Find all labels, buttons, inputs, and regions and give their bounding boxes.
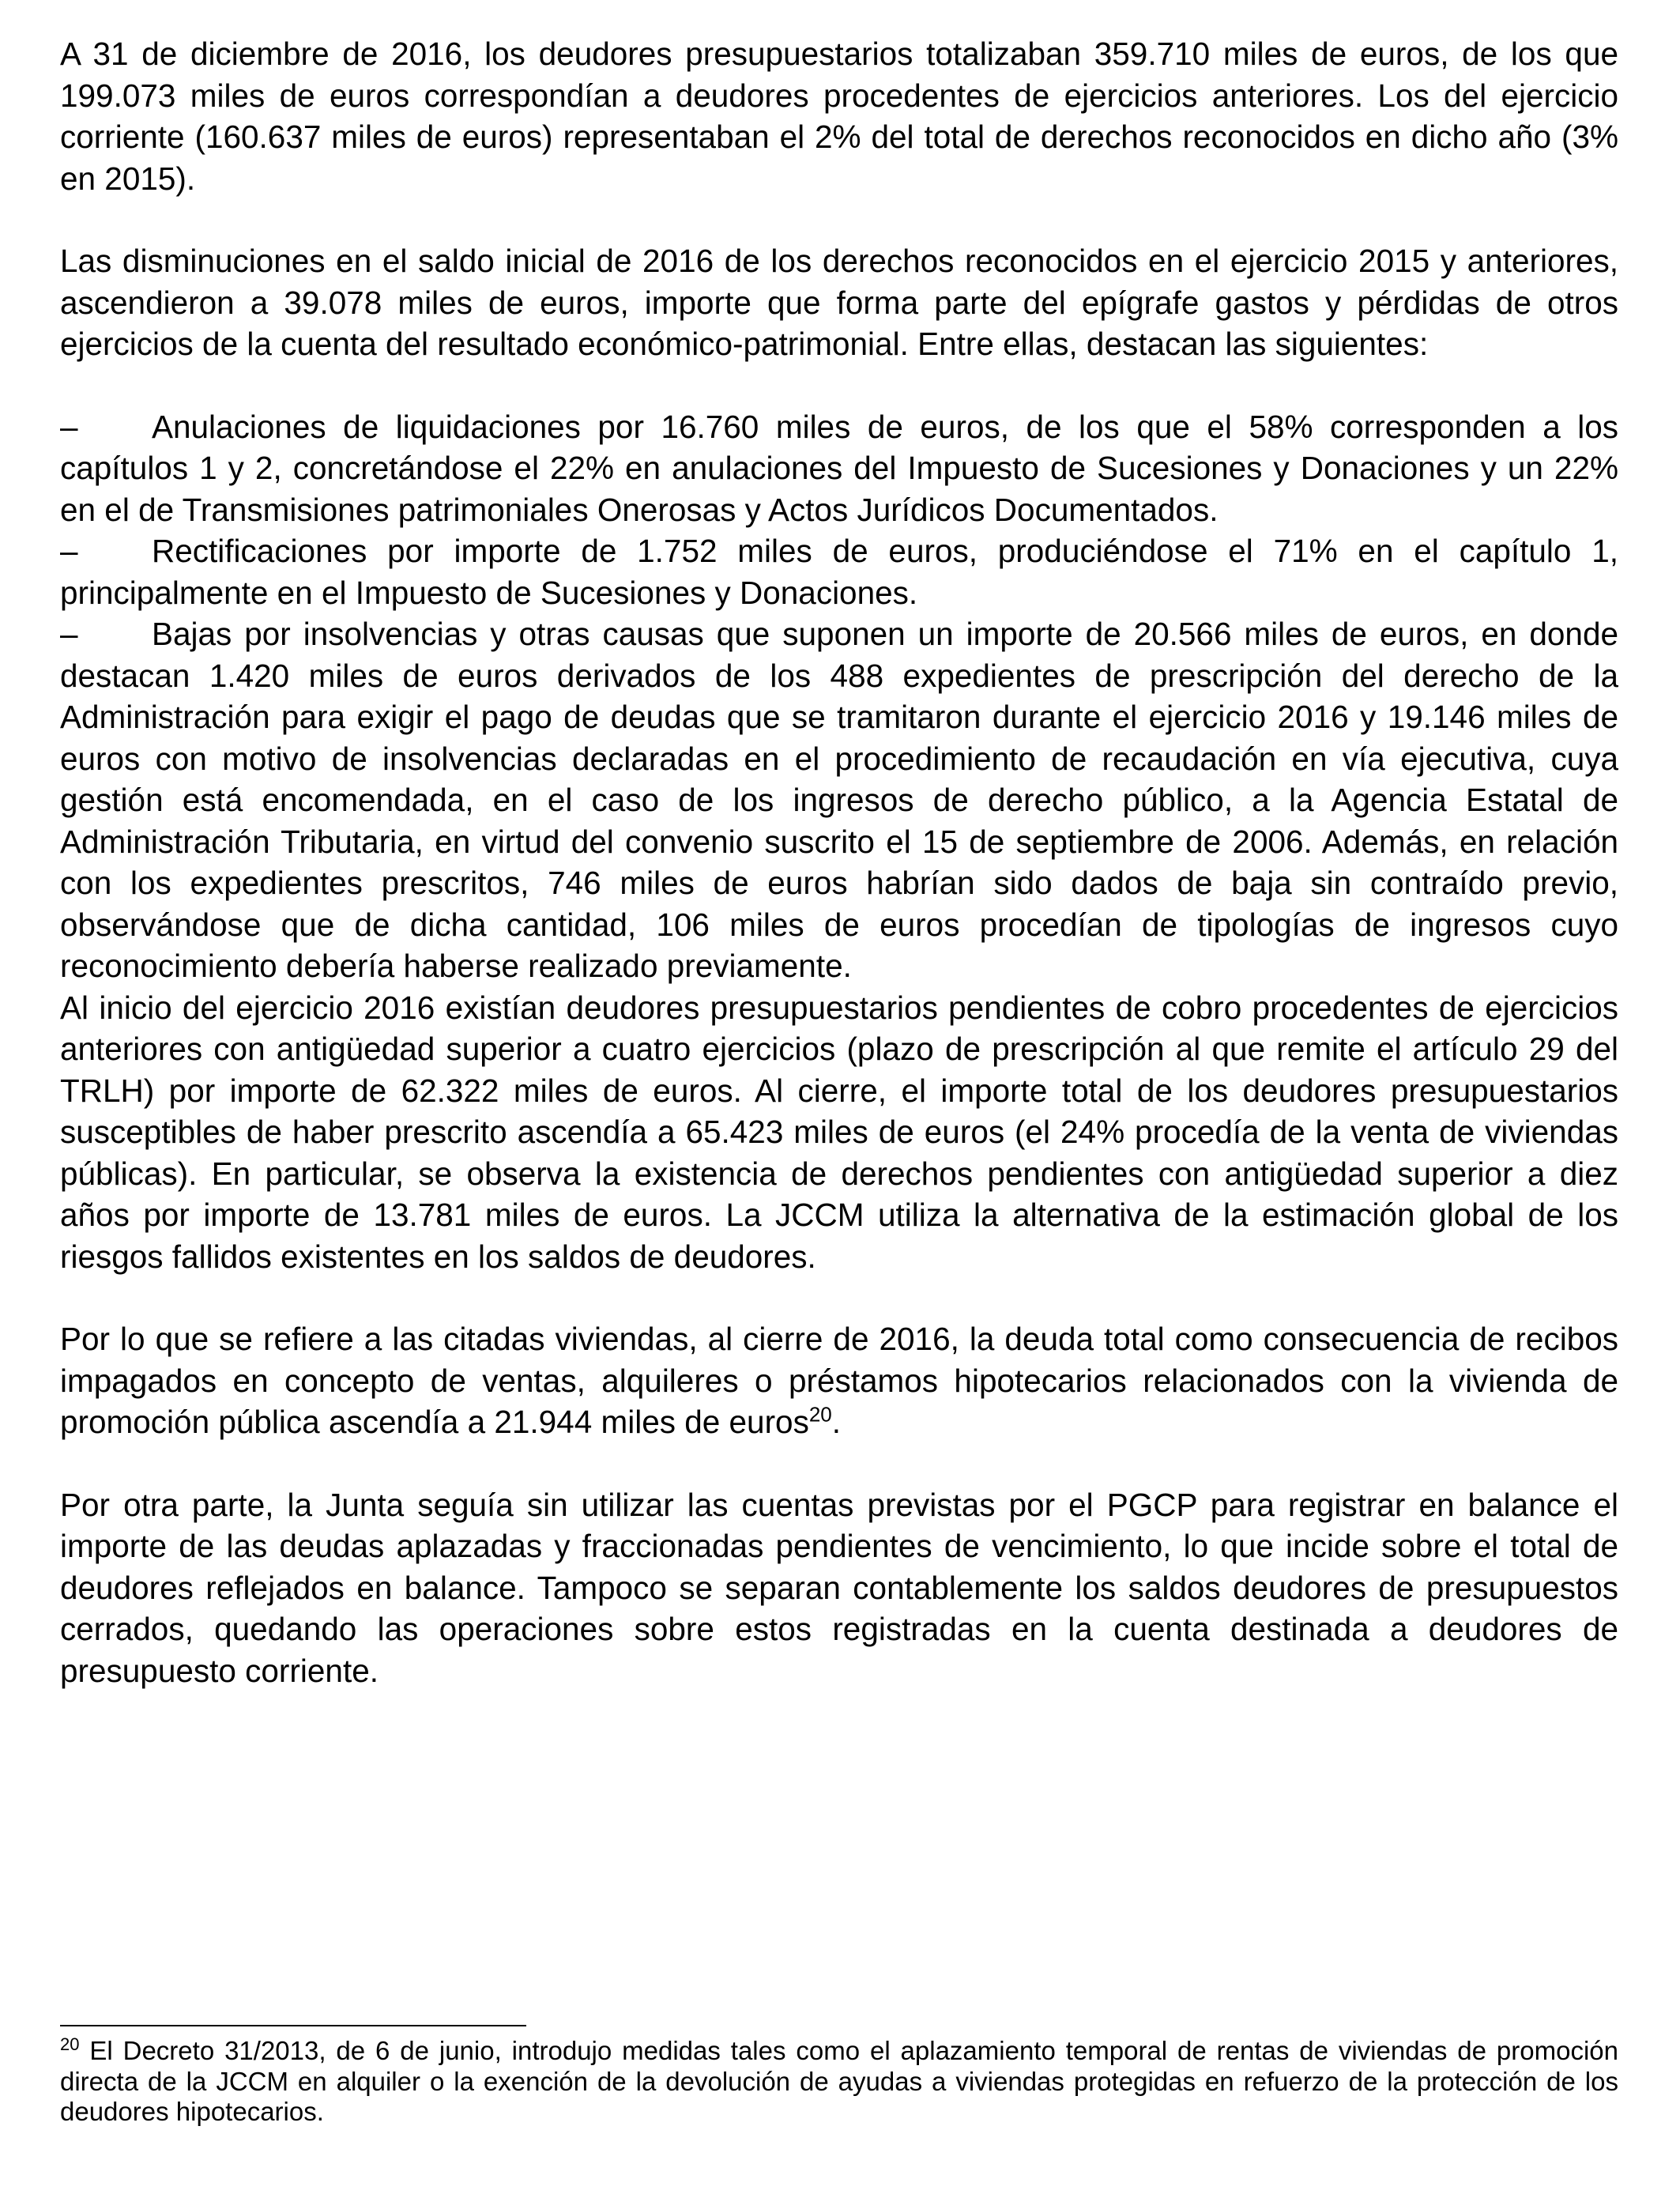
footnote-text: El Decreto 31/2013, de 6 de junio, introdujo medidas tales como el aplazamiento temporal de rentas de viviendas de promoción directa de la JCCM en alquiler o la exención de la devolución de ayudas a viviendas protegidas en refuerzo de la protección de los deudores hipotecarios. [60, 2036, 1618, 2126]
paragraph-viviendas-text: Por lo que se refiere a las citadas viviendas, al cierre de 2016, la deuda total como consecuencia de recibos impagados en concepto de ventas, alquileres o préstamos hipotecarios relacionados con la vivienda de promoción pública ascendía a 21.944 miles de euros [60, 1321, 1618, 1440]
footnote-reference[interactable]: 20 [808, 1402, 832, 1427]
footnote-number: 20 [60, 2034, 80, 2054]
paragraph-prescripcion: Al inicio del ejercicio 2016 existían deudores presupuestarios pendientes de cobro procedentes de ejercicios anteriores con antigüedad superior a cuatro ejercicios (plazo de prescripción al que remite el artículo 29 del TRLH) por importe de 62.322 miles de euros. Al cierre, el importe total de los deudores presupuestarios susceptibles de haber prescrito ascendía a 65.423 miles de euros (el 24% procedía de la venta de viviendas públicas). En particular, se observa la existencia de derechos pendientes con antigüedad superior a diez años por importe de 13.781 miles de euros. La JCCM utiliza la alternativa de la estimación global de los riesgos fallidos existentes en los saldos de deudores. [60, 989, 1618, 1275]
paragraph-cuentas-pgcp: Por otra parte, la Junta seguía sin utilizar las cuentas previstas por el PGCP para registrar en balance el importe de las deudas aplazadas y fraccionadas pendientes de vencimiento, lo que incide sobre el total de deudores reflejados en balance. Tampoco se separan contablemente los saldos deudores de presupuestos cerrados, quedando las operaciones sobre estos registradas en la cuenta destinada a deudores de presupuesto corriente. [60, 1486, 1618, 1689]
dash-bullet: – [60, 533, 78, 569]
dash-bullet: – [60, 408, 78, 445]
dash-bullet: – [60, 616, 78, 652]
paragraph-viviendas [60, 1318, 1618, 1443]
list-item-text: Anulaciones de liquidaciones por 16.760 miles de euros, de los que el 58% corresponden a los capítulos 1 y 2, concretándose el 22% en anulaciones del Impuesto de Sucesiones y Donaciones y un 22% en el de Transmisiones patrimoniales Onerosas y Actos Jurídicos Documentados. [60, 408, 1618, 528]
paragraph-deudores-total: A 31 de diciembre de 2016, los deudores presupuestarios totalizaban 359.710 miles de euros, de los que 199.073 miles de euros correspondían a deudores procedentes de ejercicios anteriores. Los del ejercicio corriente (160.637 miles de euros) representaban el 2% del total de derechos reconocidos en dicho año (3% en 2015). [60, 36, 1618, 197]
paragraph-disminuciones: Las disminuciones en el saldo inicial de 2016 de los derechos reconocidos en el ejercicio 2015 y anteriores, ascendieron a 39.078 miles de euros, importe que forma parte del epígrafe gastos y pérdidas de otros ejercicios de la cuenta del resultado económico-patrimonial. Entre ellas, destacan las siguientes: [60, 243, 1618, 362]
list-item-text: Bajas por insolvencias y otras causas que suponen un importe de 20.566 miles de euros, en donde destacan 1.420 miles de euros derivados de los 488 expedientes de prescripción del derecho de la Administración para exigir el pago de deudas que se tramitaron durante el ejercicio 2016 y 19.146 miles de euros con motivo de insolvencias declaradas en el procedimiento de recaudación en vía ejecutiva, cuya gestión está encomendada, en el caso de los ingresos de derecho público, a la Agencia Estatal de Administración Tributaria, en virtud del convenio suscrito el 15 de septiembre de 2006. Además, en relación con los expedientes prescritos, 746 miles de euros habrían sido dados de baja sin contraído previo, observándose que de dicha cantidad, 106 miles de euros procedían de tipologías de ingresos cuyo reconocimiento debería haberse realizado previamente. [60, 616, 1618, 984]
document-body [60, 33, 1618, 1691]
list-item-bajas [60, 613, 1618, 987]
list-item-anulaciones [60, 406, 1618, 531]
footnote-separator [60, 2025, 526, 2026]
list-item-rectificaciones [60, 530, 1618, 613]
list-item-text: Rectificaciones por importe de 1.752 miles de euros, produciéndose el 71% en el capítulo 1, principalmente en el Impuesto de Sucesiones y Donaciones. [60, 533, 1618, 611]
footnote [60, 2036, 1618, 2128]
paragraph-viviendas-end: . [831, 1404, 842, 1440]
